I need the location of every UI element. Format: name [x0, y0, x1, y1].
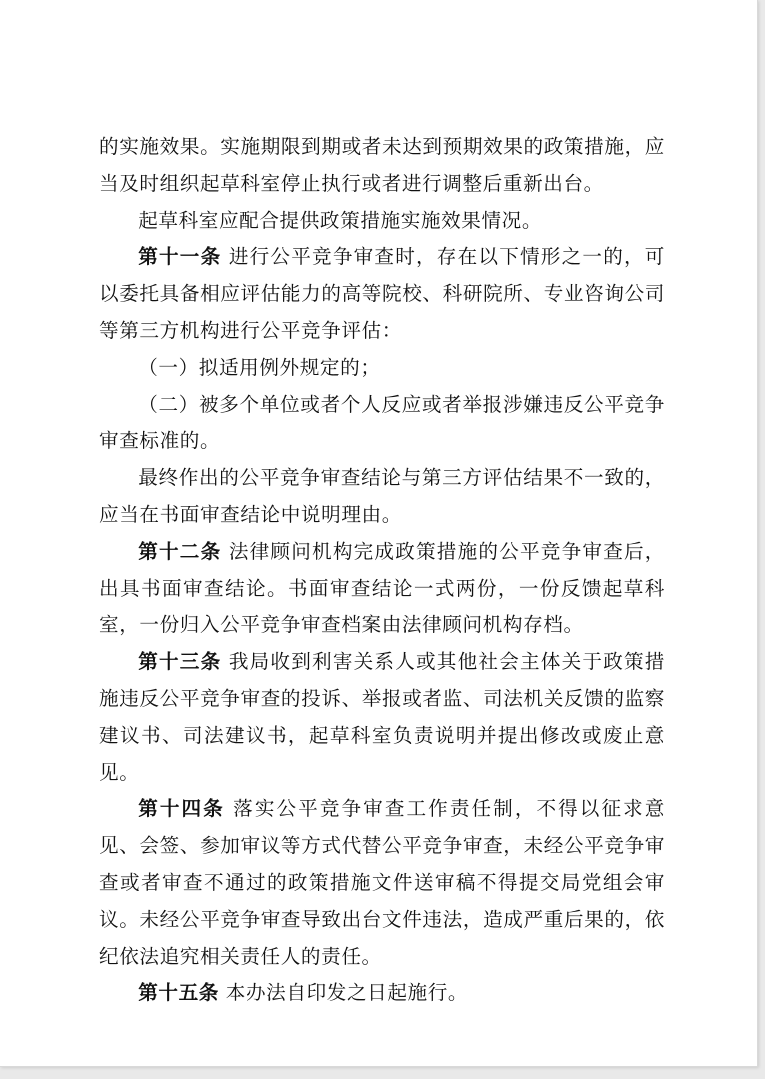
article-label: 第十二条: [138, 539, 222, 563]
paragraph-continuation: [99, 129, 665, 203]
paragraph-text: 最终作出的公平竞争审查结论与第三方评估结果不一致的，应当在书面审查结论中说明理由。: [99, 466, 665, 526]
article-label: 第十三条: [138, 650, 222, 674]
document-body: [99, 129, 665, 1012]
paragraph-text: 进行公平竞争审查时，存在以下情形之一的，可以委托具备相应评估能力的高等院校、科研院所、专业咨询公司等第三方机构进行公平竞争评估：: [99, 245, 665, 342]
article-14: [99, 791, 665, 975]
paragraph-drafting-office-note: [99, 203, 665, 240]
paragraph-text: 落实公平竞争审查工作责任制，不得以征求意见、会签、参加审议等方式代替公平竞争审查，未经公平竞争审查或者审查不通过的政策措施文件送审稿不得提交局党组会审议。未经公平竞争审查导致出台文件违法，造成严重后果的，依纪依法追究相关责任人的责任。: [99, 797, 666, 968]
paragraph-text: （一）拟适用例外规定的；: [138, 355, 381, 379]
paragraph-text: 我局收到利害关系人或其他社会主体关于政策措施违反公平竞争审查的投诉、举报或者监、司法机关反馈的监察建议书、司法建议书，起草科室负责说明并提出修改或废止意见。: [99, 650, 665, 784]
paragraph-conclusion-note: [99, 460, 665, 534]
article-11: [99, 239, 665, 349]
article-label: 第十一条: [138, 245, 222, 269]
paragraph-text: 的实施效果。实施期限到期或者未达到预期效果的政策措施，应当及时组织起草科室停止执行或者进行调整后重新出台。: [99, 135, 665, 195]
article-label: 第十五条: [138, 981, 219, 1005]
paragraph-text: （二）被多个单位或者个人反应或者举报涉嫌违反公平竞争审查标准的。: [99, 392, 665, 453]
article-12: [99, 534, 665, 644]
article-label: 第十四条: [138, 797, 225, 821]
article-15: [99, 975, 665, 1012]
list-item-1: [99, 350, 665, 387]
paragraph-text: 本办法自印发之日起施行。: [218, 981, 469, 1005]
article-13: [99, 644, 665, 791]
paragraph-text: 起草科室应配合提供政策措施实施效果情况。: [138, 208, 543, 232]
paragraph-text: 法律顾问机构完成政策措施的公平竞争审查后，出具书面审查结论。书面审查结论一式两份，一份反馈起草科室，一份归入公平竞争审查档案由法律顾问机构存档。: [99, 539, 665, 637]
list-item-2: [99, 387, 665, 461]
